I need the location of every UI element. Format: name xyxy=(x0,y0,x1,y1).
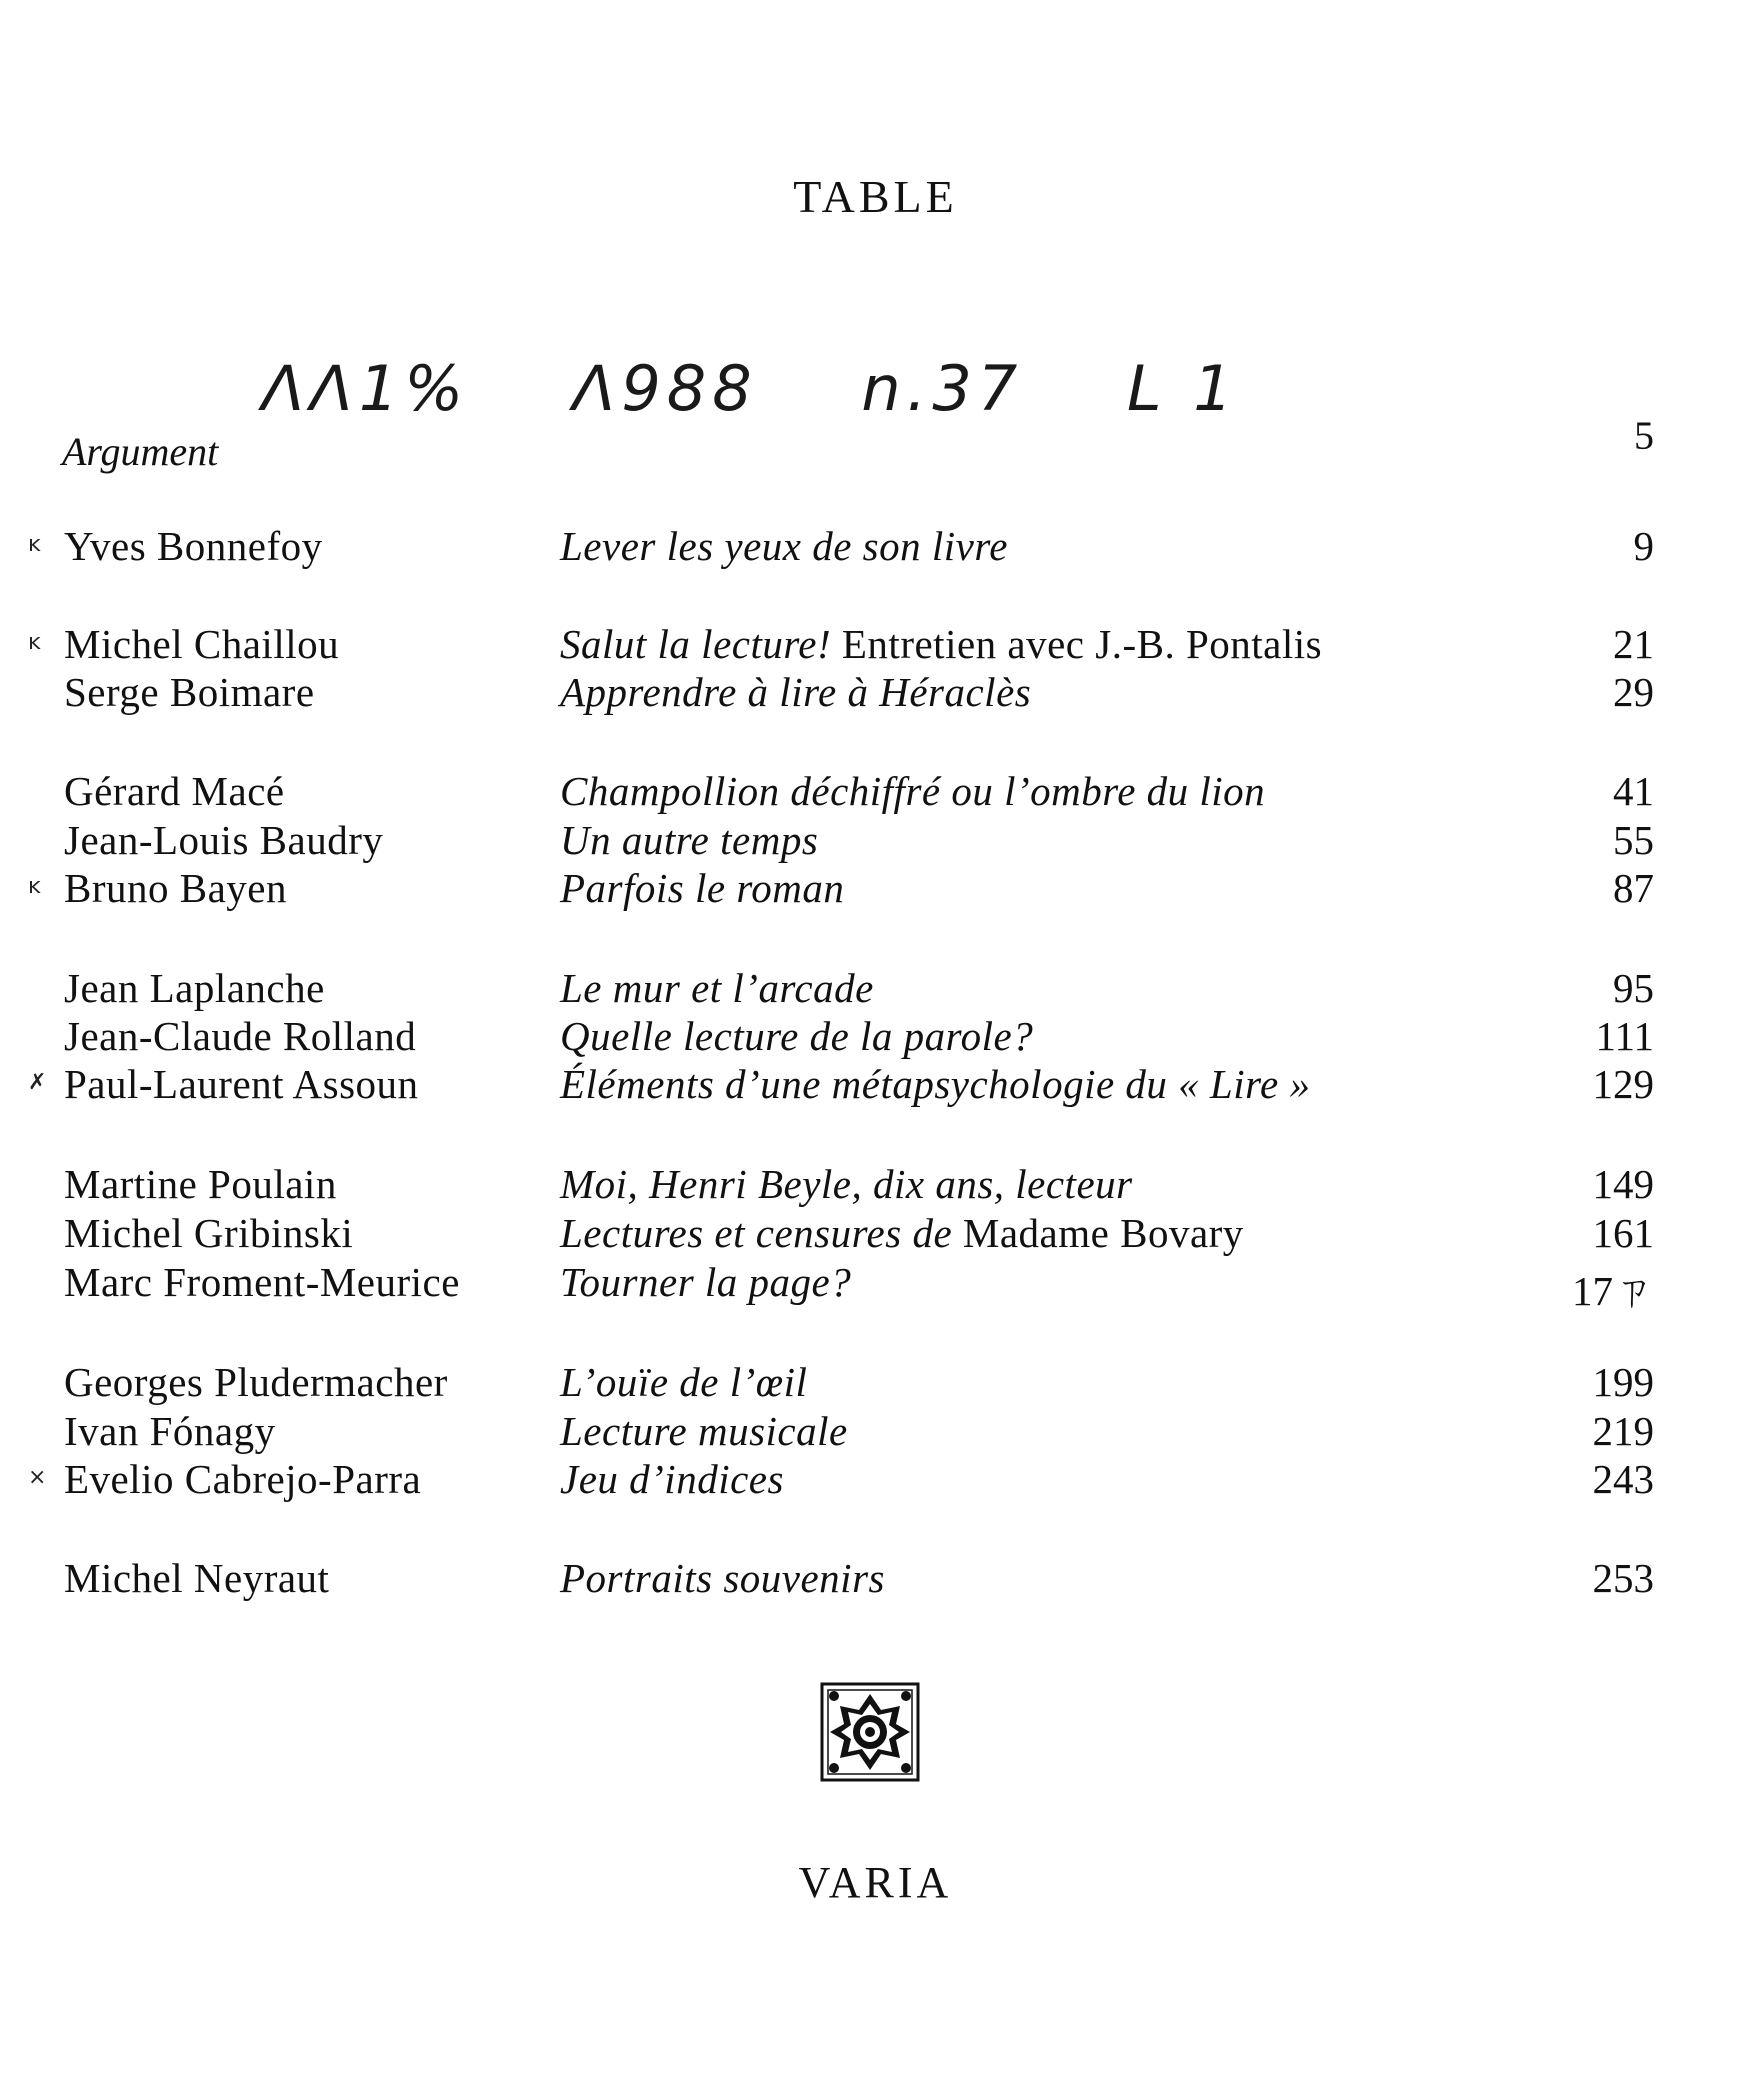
toc-page-number: 111 xyxy=(1595,1013,1654,1059)
handwritten-part: L 1 xyxy=(1127,352,1239,425)
toc-author: Paul-Laurent Assoun xyxy=(64,1061,419,1107)
toc-page-number: 29 xyxy=(1613,669,1654,715)
toc-title xyxy=(560,964,874,1012)
toc-author: Bruno Bayen xyxy=(64,865,287,911)
toc-title-text: Éléments d’une métapsychologie du « Lire » xyxy=(560,1061,1311,1107)
toc-author: Jean-Louis Baudry xyxy=(64,817,384,863)
toc-title xyxy=(560,767,1265,815)
toc-title xyxy=(560,1060,1311,1108)
toc-title xyxy=(560,1209,1244,1257)
toc-page-number: 199 xyxy=(1592,1359,1654,1405)
toc-page-number: 95 xyxy=(1613,965,1654,1011)
toc-author: Marc Froment-Meurice xyxy=(64,1259,460,1305)
toc-page-number: 253 xyxy=(1592,1555,1654,1601)
page-title: TABLE xyxy=(793,171,958,222)
handwritten-part: n.37 xyxy=(861,352,1024,425)
toc-title xyxy=(560,1358,807,1406)
margin-mark: ᴋ xyxy=(28,532,41,557)
margin-mark: ✗ xyxy=(28,1070,47,1095)
toc-title xyxy=(560,522,1008,570)
toc-page-number: 21 xyxy=(1613,621,1654,667)
toc-entry xyxy=(0,1209,1751,1259)
toc-entry xyxy=(0,1407,1751,1457)
ornament-icon xyxy=(820,1682,920,1782)
toc-entry xyxy=(0,620,1751,670)
toc-title xyxy=(560,864,844,912)
toc-title xyxy=(560,1407,848,1455)
toc-title xyxy=(560,1554,885,1602)
toc-author: Jean Laplanche xyxy=(64,965,325,1011)
toc-title-text: Tourner la page? xyxy=(560,1259,852,1305)
toc-entry xyxy=(0,668,1751,718)
toc-author: Michel Neyraut xyxy=(64,1555,330,1601)
argument-label: Argument xyxy=(62,429,219,474)
toc-title-text: L’ouïe de l’œil xyxy=(560,1359,808,1405)
toc-author: Michel Chaillou xyxy=(64,621,340,667)
toc-entry xyxy=(0,1160,1751,1210)
toc-title-text: Jeu d’indices xyxy=(560,1456,784,1502)
toc-author: Yves Bonnefoy xyxy=(64,523,323,569)
toc-page-number: 9 xyxy=(1633,523,1654,569)
handwritten-part: ᐱ988 xyxy=(572,352,758,425)
toc-entry xyxy=(0,1358,1751,1408)
toc-entry xyxy=(0,816,1751,866)
margin-mark: ĸ xyxy=(28,874,41,899)
toc-title-text: Parfois le roman xyxy=(560,865,845,911)
handwritten-part: ᐱᐱ1% xyxy=(262,352,470,425)
toc-entry xyxy=(0,1060,1751,1110)
section-heading-varia: VARIA xyxy=(798,1858,953,1907)
argument-page-number: 5 xyxy=(1634,413,1654,458)
toc-title-text: Champollion déchiffré ou l’ombre du lion xyxy=(560,768,1266,814)
toc-entry xyxy=(0,1455,1751,1505)
toc-entry xyxy=(0,1012,1751,1062)
toc-title-text: Portraits souvenirs xyxy=(560,1555,885,1601)
toc-title xyxy=(560,1455,784,1503)
toc-page-number: 129 xyxy=(1592,1061,1654,1107)
toc-page-number: 161 xyxy=(1592,1210,1654,1256)
toc-title-text: Salut la lecture! xyxy=(560,621,832,667)
toc-entry xyxy=(0,1258,1751,1314)
toc-author: Serge Boimare xyxy=(64,669,315,715)
toc-author: Jean-Claude Rolland xyxy=(64,1013,417,1059)
toc-title-text: Quelle lecture de la parole? xyxy=(560,1013,1034,1059)
toc-author: Martine Poulain xyxy=(64,1161,337,1207)
margin-mark: ĸ xyxy=(28,630,41,655)
toc-title-text: Un autre temps xyxy=(560,817,819,863)
toc-title xyxy=(560,668,1031,716)
toc-entry xyxy=(0,864,1751,914)
handwritten-call-number xyxy=(262,352,1317,425)
toc-page-number: 41 xyxy=(1613,768,1654,814)
toc-title-text: Lecture musicale xyxy=(560,1408,848,1454)
toc-title-text: Moi, Henri Beyle, dix ans, lecteur xyxy=(560,1161,1133,1207)
toc-author: Michel Gribinski xyxy=(64,1210,354,1256)
toc-title-roman: Entretien avec J.-B. Pontalis xyxy=(831,621,1323,667)
toc-entry xyxy=(0,964,1751,1014)
toc-page-number: 149 xyxy=(1592,1161,1654,1207)
toc-page-number: 55 xyxy=(1613,817,1654,863)
toc-title-text: Le mur et l’arcade xyxy=(560,965,874,1011)
toc-title xyxy=(560,1160,1133,1208)
toc-entry xyxy=(0,522,1751,572)
toc-title-text: Lectures et censures de xyxy=(560,1210,953,1256)
toc-title xyxy=(560,1012,1033,1060)
margin-mark: × xyxy=(28,1465,47,1490)
toc-title-text: Lever les yeux de son livre xyxy=(560,523,1009,569)
toc-author: Evelio Cabrejo-Parra xyxy=(64,1456,422,1502)
toc-author: Georges Pludermacher xyxy=(64,1359,448,1405)
toc-entry xyxy=(0,767,1751,817)
toc-page-number: 219 xyxy=(1592,1408,1654,1454)
toc-author: Ivan Fónagy xyxy=(64,1408,276,1454)
toc-author: Gérard Macé xyxy=(64,768,285,814)
toc-title xyxy=(560,1258,851,1306)
toc-title xyxy=(560,816,818,864)
toc-title xyxy=(560,620,1322,668)
toc-title-text: Apprendre à lire à Héraclès xyxy=(560,669,1032,715)
toc-page-number: 87 xyxy=(1613,865,1654,911)
toc-title-roman: Madame Bovary xyxy=(952,1210,1244,1256)
toc-page-number: 243 xyxy=(1592,1456,1654,1502)
toc-page-number: 17ㄗ xyxy=(1572,1268,1654,1314)
toc-entry xyxy=(0,1554,1751,1604)
